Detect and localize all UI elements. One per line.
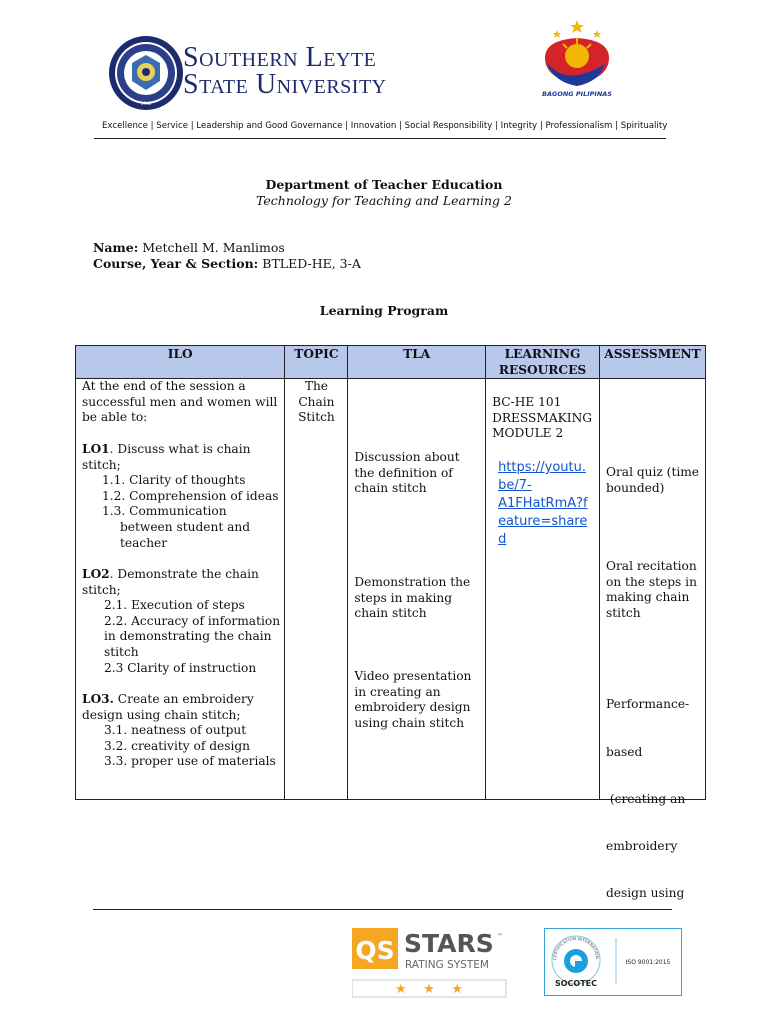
lo3-item: 3.2. creativity of design	[104, 738, 251, 753]
header-topic: TOPIC	[285, 346, 348, 379]
qs-star-icons: ★ ★ ★	[394, 982, 464, 997]
assessment-oral-recitation	[606, 559, 697, 622]
tla-line: the definition of	[354, 465, 453, 480]
socotec-ring-text: CERTIFICATION INTERNATION	[551, 935, 600, 961]
youtube-link[interactable]	[498, 459, 588, 549]
assessment-line: based	[605, 744, 643, 759]
header-learning-resources: LEARNING RESOURCES	[486, 346, 600, 379]
resource-line: DRESSMAKING	[492, 410, 592, 425]
header-divider	[94, 138, 666, 139]
link-line[interactable]: A1FHatRmA?f	[498, 496, 588, 511]
name-value: Metchell M. Manlimos	[142, 240, 285, 255]
socotec-name: SOCOTEC	[554, 979, 598, 988]
lo1-item-cont-line: between student and	[120, 520, 251, 534]
lo3-heading	[82, 692, 254, 723]
lo3-items	[104, 723, 276, 770]
assessment-line: Oral recitation	[605, 559, 697, 573]
lo3-text-cont: design using chain stitch;	[82, 707, 241, 722]
lo3-label: LO3.	[82, 692, 114, 706]
table-row	[76, 379, 706, 800]
university-seal-logo	[108, 35, 184, 111]
lo2-items	[104, 598, 280, 677]
tla-line: Discussion about	[354, 450, 460, 464]
ilo-cell	[76, 379, 285, 800]
header-tla: TLA	[348, 346, 486, 379]
lo2-item: in demonstrating the chain	[104, 629, 272, 644]
ilo-intro-line: successful men and women will	[82, 394, 278, 409]
link-line[interactable]: d	[498, 532, 507, 547]
university-name	[183, 44, 387, 98]
header-ilo: ILO	[76, 346, 285, 379]
socotec-iso-logo	[544, 928, 682, 996]
topic-line: Stitch	[298, 410, 335, 425]
lo2-text: . Demonstrate the chain	[109, 567, 259, 581]
assessment-line: Oral quiz (time	[605, 465, 700, 479]
link-line[interactable]: https://youtu.	[498, 460, 587, 475]
tla-line: using chain stitch	[354, 716, 465, 731]
lo1-items	[102, 473, 278, 520]
lo1-heading	[82, 442, 250, 473]
lo3-text: Create an embroidery	[113, 692, 254, 706]
university-name-line2: State University	[183, 69, 387, 100]
qs-rating-system: RATING SYSTEM	[405, 959, 489, 971]
assessment-oral-quiz	[606, 465, 699, 496]
tla-line: in creating an	[354, 684, 441, 699]
lo2-item: 2.3 Clarity of instruction	[104, 660, 257, 675]
name-line	[93, 240, 285, 255]
lo2-item: 2.2. Accuracy of information	[104, 613, 281, 628]
qs-badge-text: QS	[355, 936, 395, 965]
header-assessment: ASSESSMENT	[599, 346, 705, 379]
ilo-intro	[82, 379, 277, 426]
lo2-item: 2.1. Execution of steps	[104, 598, 245, 612]
name-label: Name:	[93, 240, 139, 255]
section-value: BTLED-HE, 3-A	[262, 256, 361, 271]
tla-discussion	[354, 450, 459, 497]
lo3-item: 3.1. neatness of output	[104, 723, 247, 737]
assessment-line: on the steps in	[605, 574, 697, 589]
tla-line: chain stitch	[354, 606, 427, 621]
qs-stars-logo	[352, 928, 507, 998]
lo1-text-cont: stitch;	[82, 457, 121, 472]
lo1-item-cont-line: teacher	[120, 535, 168, 550]
assessment-line: bounded)	[605, 480, 665, 495]
topic-text	[285, 379, 347, 426]
lo2-text-cont: stitch;	[82, 582, 121, 597]
resource-module	[492, 395, 592, 442]
department-title: Department of Teacher Education	[265, 177, 503, 192]
resources-cell	[486, 379, 600, 800]
bagong-pilipinas-logo	[535, 18, 619, 100]
assessment-line: design using	[605, 885, 685, 900]
lo2-label: LO2	[82, 567, 110, 581]
tla-line: steps in making	[354, 590, 453, 605]
topic-cell	[285, 379, 348, 800]
tla-line: embroidery design	[354, 700, 471, 715]
ilo-intro-line: At the end of the session a	[82, 379, 246, 393]
link-line[interactable]: eature=share	[498, 514, 588, 529]
svg-text:1946: 1946	[140, 101, 152, 106]
tla-cell	[348, 379, 486, 800]
lo1-item: 1.1. Clarity of thoughts	[102, 473, 246, 487]
tla-line: Video presentation	[354, 669, 472, 683]
lo2-item: stitch	[104, 645, 139, 660]
resource-line: MODULE 2	[492, 426, 564, 441]
assessment-line: (creating an	[605, 791, 686, 806]
qs-stars-title: STARS	[404, 929, 494, 958]
core-values: Excellence | Service | Leadership and Good Governance | Innovation | Social Responsibility | Integrity | Professionalism | Spirituality	[102, 121, 668, 131]
assessment-line: stitch	[605, 606, 641, 621]
qs-tm: ™	[497, 933, 503, 940]
iso-certification: ISO 9001:2015	[625, 959, 671, 966]
course-title: Technology for Teaching and Learning 2	[256, 193, 512, 208]
assessment-line: embroidery	[605, 838, 678, 853]
link-line[interactable]: be/7-	[498, 478, 532, 493]
tla-video	[354, 669, 471, 732]
assessment-line: Performance-	[605, 697, 690, 712]
resource-line: BC-HE 101	[492, 395, 562, 409]
lo1-item: 1.2. Comprehension of ideas	[102, 488, 279, 503]
lo1-item: 1.3. Communication	[102, 504, 227, 519]
lo2-heading	[82, 567, 259, 598]
section-line	[93, 256, 361, 271]
assessment-cell	[599, 379, 705, 900]
lo1-text: . Discuss what is chain	[109, 442, 251, 456]
assessment-line: making chain	[605, 590, 690, 605]
tla-line: Demonstration the	[354, 575, 471, 589]
table-header-row	[76, 346, 706, 379]
topic-line: Chain	[298, 394, 335, 409]
section-label: Course, Year & Section:	[93, 256, 259, 271]
tla-line: chain stitch	[354, 481, 427, 496]
lo1-item-cont	[120, 520, 250, 551]
ilo-intro-line: be able to:	[82, 410, 148, 425]
topic-line: The	[304, 379, 329, 393]
program-title: Learning Program	[319, 303, 449, 318]
footer-divider	[93, 909, 672, 910]
tla-demonstration	[354, 575, 470, 622]
lo3-item: 3.3. proper use of materials	[104, 754, 276, 769]
learning-program-table	[75, 345, 706, 900]
lo1-label: LO1	[82, 442, 110, 456]
bagong-pilipinas-text: BAGONG PILIPINAS	[542, 90, 612, 98]
university-name-line1: Southern Leyte	[183, 42, 377, 73]
